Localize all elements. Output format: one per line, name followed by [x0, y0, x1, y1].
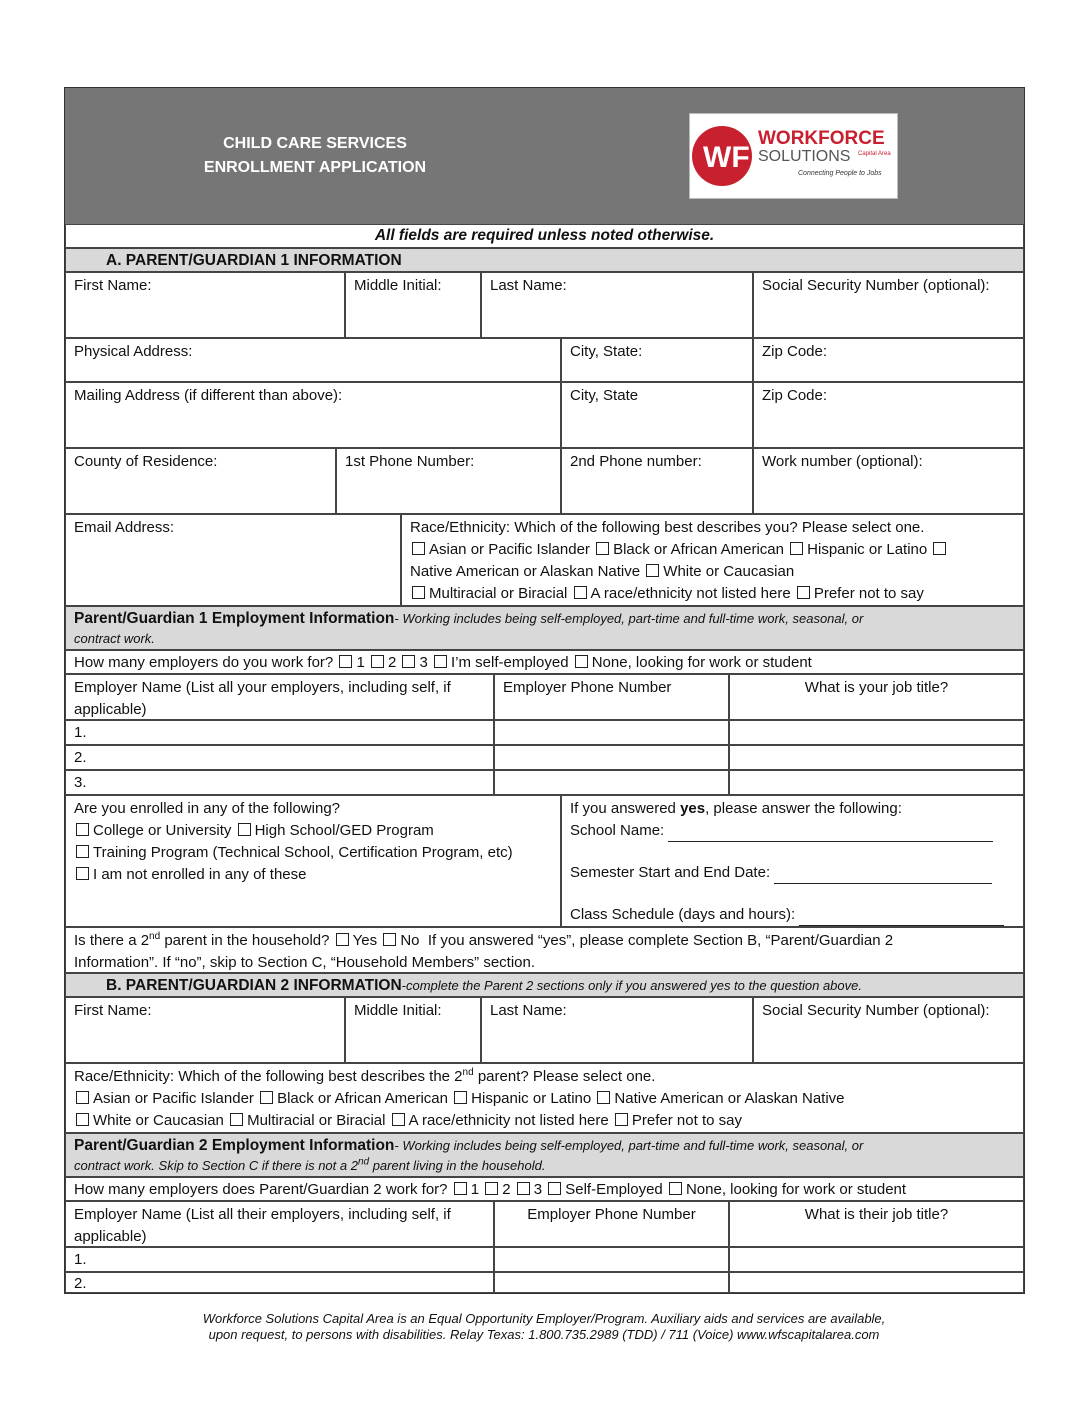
enrollment-question [65, 795, 561, 927]
checkbox[interactable] [339, 655, 352, 668]
enrolled-option: High School/GED Program [254, 822, 434, 839]
section-b-heading: B. PARENT/GUARDIAN 2 INFORMATION [106, 977, 402, 994]
enrolled-option: College or University [93, 822, 232, 839]
b-last-name-label: Last Name: [490, 1002, 567, 1019]
logo-sub: Capital Area [858, 151, 891, 157]
race-ethnicity-a [401, 514, 1024, 606]
schedule-label: Class Schedule (days and hours): [570, 906, 796, 923]
employer-phone-2[interactable] [494, 745, 729, 770]
checkbox[interactable] [485, 1182, 498, 1195]
employers-count-row [65, 650, 1024, 674]
yes-instruction [570, 798, 1015, 820]
col-employer-phone: Employer Phone Number [494, 674, 729, 720]
race-option: Asian or Pacific Islander [93, 1090, 254, 1107]
race-option: Black or African American [277, 1090, 448, 1107]
work-number-label: Work number (optional): [762, 453, 923, 470]
first-name-label: First Name: [74, 277, 152, 294]
race-option: A race/ethnicity not listed here [408, 1112, 609, 1129]
employment2-note: - Working includes being self-employed, part-time and full-time work, seasonal, or [394, 1138, 864, 1153]
employers2-question: How many employers does Parent/Guardian 2 work for? [74, 1181, 448, 1198]
checkbox[interactable] [597, 1091, 610, 1104]
employment1-note: - Working includes being self-employed, part-time and full-time work, seasonal, or [394, 611, 864, 626]
race-option: Native American or Alaskan Native [410, 563, 641, 580]
semester-line[interactable] [570, 862, 1015, 884]
race-option: A race/ethnicity not listed here [590, 585, 791, 602]
yes-prefix: If you answered [570, 800, 681, 817]
b-race-sup: nd [462, 1067, 474, 1078]
footer [100, 1311, 988, 1343]
city-state-label: City, State: [570, 343, 643, 360]
county-label: County of Residence: [74, 453, 218, 470]
logo-word1: WORKFORCE [758, 128, 885, 149]
mailing-address-label: Mailing Address (if different than above): [74, 387, 343, 404]
employment2-note2-prefix: contract work. Skip to Section C if there is not a 2 [74, 1158, 358, 1173]
checkbox[interactable] [76, 867, 89, 880]
first-name-field[interactable] [65, 272, 345, 338]
b-ssn-field[interactable] [753, 997, 1024, 1063]
instruction1: If you answered “yes”, please complete Section B, “Parent/Guardian 2 [427, 932, 894, 949]
race-question: Race/Ethnicity: Which of the following best describes you? Please select one. [410, 519, 925, 536]
race-options-line3 [410, 583, 1015, 605]
yes-label: Yes [352, 932, 378, 949]
race-option: Multiracial or Biracial [247, 1112, 386, 1129]
schedule-line[interactable] [570, 904, 1015, 926]
checkbox[interactable] [615, 1113, 628, 1126]
checkbox[interactable] [412, 586, 425, 599]
employer-row-3[interactable]: 3. [65, 770, 494, 795]
yes-suffix: , please answer the following: [705, 800, 902, 817]
phone2-field[interactable] [561, 448, 753, 514]
form-header [65, 88, 1024, 224]
checkbox[interactable] [575, 655, 588, 668]
job2-title-2[interactable] [729, 1272, 1024, 1293]
county-field[interactable] [65, 448, 336, 514]
col2-employer-phone: Employer Phone Number [494, 1201, 729, 1247]
logo-tagline: Connecting People to Jobs [798, 170, 882, 177]
employment2-note2-sup: nd [357, 1156, 370, 1168]
checkbox[interactable] [260, 1091, 273, 1104]
race-option: Prefer not to say [631, 1112, 742, 1129]
checkbox[interactable] [596, 542, 609, 555]
checkbox[interactable] [412, 542, 425, 555]
race-option: White or Caucasian [93, 1112, 224, 1129]
employers-option: 2 [387, 654, 397, 671]
checkbox[interactable] [548, 1182, 561, 1195]
race-option: Prefer not to say [813, 585, 924, 602]
semester-label: Semester Start and End Date: [570, 864, 771, 881]
employers-option: I’m self-employed [451, 654, 569, 671]
col2-job-title: What is their job title? [729, 1201, 1024, 1247]
col-job-title: What is your job title? [729, 674, 1024, 720]
checkbox[interactable] [76, 845, 89, 858]
q-sup: nd [149, 931, 161, 942]
b-race-prefix: Race/Ethnicity: Which of the following best describes the 2 [74, 1068, 463, 1085]
instruction2: Information”. If “no”, skip to Section C, “Household Members” section. [74, 954, 536, 971]
school-name-label: School Name: [570, 822, 665, 839]
middle-initial-label: Middle Initial: [354, 277, 442, 294]
employers-question: How many employers do you work for? [74, 654, 334, 671]
employment2-note2-suffix: parent living in the household. [369, 1158, 546, 1173]
employers-option: None, looking for work or student [591, 654, 812, 671]
checkbox[interactable] [454, 1091, 467, 1104]
employment1-note2: contract work. [74, 631, 155, 646]
phone1-field[interactable] [336, 448, 561, 514]
employer-row-2[interactable]: 2. [65, 745, 494, 770]
b-first-name-label: First Name: [74, 1002, 152, 1019]
checkbox[interactable] [230, 1113, 243, 1126]
workforce-solutions-logo [689, 113, 898, 199]
race-option: Hispanic or Latino [807, 541, 928, 558]
logo-word2: SOLUTIONS [758, 148, 851, 165]
required-note: All fields are required unless noted otherwise. [65, 224, 1024, 248]
employment1-title [65, 606, 1024, 650]
employers2-option: None, looking for work or student [685, 1181, 907, 1198]
ssn-field[interactable] [753, 272, 1024, 338]
email-label: Email Address: [74, 519, 175, 536]
employer-row-1[interactable]: 1. [65, 720, 494, 745]
checkbox[interactable] [402, 655, 415, 668]
mailing-city-state-field[interactable] [561, 382, 753, 448]
employer2-phone-2[interactable] [494, 1272, 729, 1293]
job-title-3[interactable] [729, 770, 1024, 795]
race-options-line1 [410, 539, 1015, 561]
race-option: Asian or Pacific Islander [429, 541, 590, 558]
b-first-name-field[interactable] [65, 997, 345, 1063]
enrolled-question-text: Are you enrolled in any of the following? [74, 800, 341, 817]
zip-label: Zip Code: [762, 343, 828, 360]
footer-line1: Workforce Solutions Capital Area is an Equal Opportunity Employer/Program. Auxiliary aids and services are available, [202, 1311, 886, 1326]
job-title-2[interactable] [729, 745, 1024, 770]
second-parent-question [65, 927, 1024, 973]
enrollment-form [64, 87, 1025, 1294]
footer-line2: upon request, to persons with disabilities. Relay Texas: 1.800.735.2989 (TDD) / 711 (Voice) www.wfscapitalarea.com [208, 1327, 880, 1342]
employment2-title [65, 1133, 1024, 1177]
employers2-option: 2 [502, 1181, 511, 1198]
checkbox[interactable] [646, 564, 659, 577]
middle-initial-field[interactable] [345, 272, 481, 338]
col2-employer-name: Employer Name (List all their employers, including self, if applicable) [65, 1201, 494, 1247]
b-middle-initial-label: Middle Initial: [354, 1002, 442, 1019]
race-option: Black or African American [613, 541, 784, 558]
physical-address-label: Physical Address: [74, 343, 193, 360]
enrolled-option: I am not enrolled in any of these [93, 866, 307, 883]
checkbox[interactable] [790, 542, 803, 555]
semester-input[interactable] [774, 867, 992, 884]
employment1-heading: Parent/Guardian 1 Employment Information [74, 610, 395, 627]
phone2-label: 2nd Phone number: [570, 453, 702, 470]
checkbox[interactable] [669, 1182, 682, 1195]
mailing-address-field[interactable] [65, 382, 561, 448]
mailing-city-state-label: City, State [570, 387, 639, 404]
school-name-line[interactable] [570, 820, 1015, 842]
checkbox[interactable] [238, 823, 251, 836]
section-b-note: -complete the Parent 2 sections only if you answered yes to the question above. [401, 978, 862, 993]
b-race-suffix: parent? Please select one. [473, 1068, 656, 1085]
title-line1: CHILD CARE SERVICES [223, 135, 407, 152]
job-title-1[interactable] [729, 720, 1024, 745]
section-a-title: A. PARENT/GUARDIAN 1 INFORMATION [65, 248, 1024, 272]
employment2-heading: Parent/Guardian 2 Employment Information [74, 1137, 395, 1154]
last-name-field[interactable] [481, 272, 753, 338]
ssn-label: Social Security Number (optional): [762, 277, 990, 294]
race-ethnicity-b [65, 1063, 1024, 1133]
title-line2: ENROLLMENT APPLICATION [203, 159, 427, 176]
q-prefix: Is there a 2 [74, 932, 150, 949]
mailing-zip-label: Zip Code: [762, 387, 828, 404]
checkbox[interactable] [371, 655, 384, 668]
checkbox[interactable] [797, 586, 810, 599]
job2-title-1[interactable] [729, 1247, 1024, 1272]
email-field[interactable] [65, 514, 401, 606]
q-suffix: parent in the household? [160, 932, 330, 949]
work-number-field[interactable] [753, 448, 1024, 514]
section-b-title [65, 973, 1024, 997]
checkbox[interactable] [517, 1182, 530, 1195]
zip-field[interactable] [753, 338, 1024, 382]
no-label: No [400, 932, 420, 949]
mailing-zip-field[interactable] [753, 382, 1024, 448]
checkbox[interactable] [76, 823, 89, 836]
col-employer-name: Employer Name (List all your employers, including self, if applicable) [65, 674, 494, 720]
race-option: Hispanic or Latino [471, 1090, 592, 1107]
race-option: Multiracial or Biracial [429, 585, 568, 602]
city-state-field[interactable] [561, 338, 753, 382]
yes-checkbox[interactable] [336, 933, 349, 946]
b-last-name-field[interactable] [481, 997, 753, 1063]
enrolled-option: Training Program (Technical School, Certification Program, etc) [93, 844, 513, 861]
logo-initials: WF [703, 141, 750, 174]
employers2-option: 1 [470, 1181, 480, 1198]
phone1-label: 1st Phone Number: [345, 453, 475, 470]
no-checkbox[interactable] [383, 933, 396, 946]
employer-phone-3[interactable] [494, 770, 729, 795]
race-option: Native American or Alaskan Native [614, 1090, 845, 1107]
employers2-count-row [65, 1177, 1024, 1201]
form-title [185, 132, 445, 180]
race-option: White or Caucasian [663, 563, 795, 580]
employer2-phone-1[interactable] [494, 1247, 729, 1272]
logo-graphic [690, 114, 897, 198]
physical-address-field[interactable] [65, 338, 561, 382]
employers2-option: Self-Employed [565, 1181, 663, 1198]
employer-phone-1[interactable] [494, 720, 729, 745]
employer2-row-2[interactable]: 2. [65, 1272, 494, 1293]
employers-option: 3 [419, 654, 428, 671]
school-name-input[interactable] [668, 825, 993, 842]
employer2-row-1[interactable]: 1. [65, 1247, 494, 1272]
employers2-option: 3 [533, 1181, 543, 1198]
b-ssn-label: Social Security Number (optional): [762, 1002, 990, 1019]
checkbox[interactable] [574, 586, 587, 599]
last-name-label: Last Name: [490, 277, 567, 294]
employers-option: 1 [356, 654, 365, 671]
enrollment-details [561, 795, 1024, 927]
checkbox[interactable] [454, 1182, 467, 1195]
checkbox[interactable] [392, 1113, 405, 1126]
b-middle-initial-field[interactable] [345, 997, 481, 1063]
checkbox[interactable] [933, 542, 946, 555]
schedule-input[interactable] [799, 909, 1004, 926]
checkbox[interactable] [434, 655, 447, 668]
checkbox[interactable] [76, 1113, 89, 1126]
yes-word: yes [680, 800, 706, 817]
checkbox[interactable] [76, 1091, 89, 1104]
race-options-line2 [410, 561, 1015, 583]
